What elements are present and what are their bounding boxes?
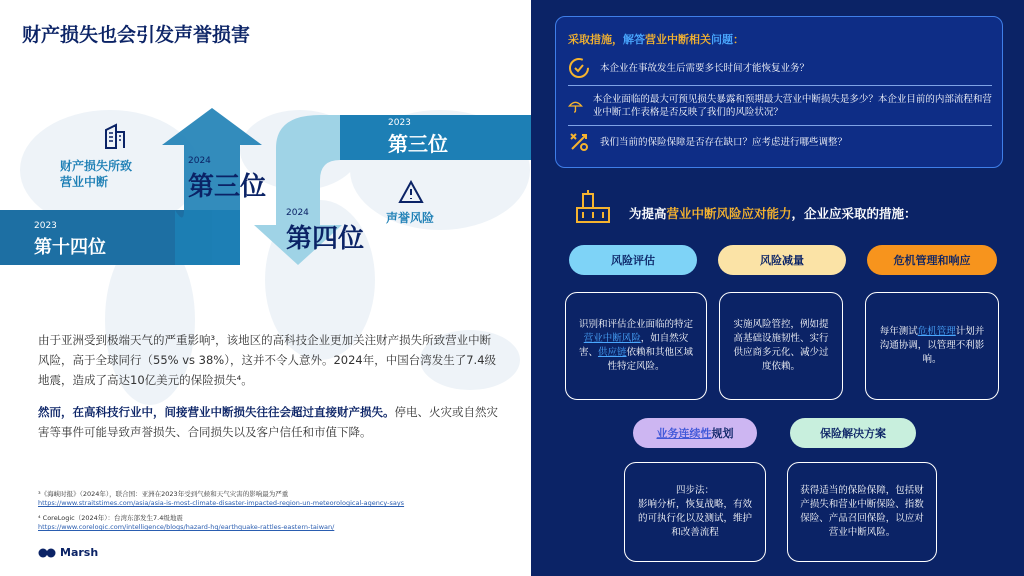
pill-risk-assessment[interactable]: 风险评估 [569, 245, 697, 275]
pill-business-continuity[interactable]: 业务连续性 规划 [633, 418, 757, 448]
measures-title: 为提高营业中断风险应对能力，企业应采取的措施： [629, 206, 917, 221]
top-rank: 第三位 [388, 132, 448, 156]
question-row-3 [568, 131, 992, 153]
marsh-logo-text: Marsh [60, 546, 99, 559]
footnote-3-link[interactable]: https://www.straitstimes.com/asia/asia-is-most-climate-disaster-impacted-region-un-meteorological-agency-says [38, 499, 405, 507]
divider [568, 85, 992, 86]
link-business-continuity[interactable]: 业务连续性 [656, 427, 712, 440]
page-title: 财产损失也会引发声誉损害 [22, 24, 251, 46]
marsh-logo [38, 546, 98, 559]
down-rank: 第四位 [286, 224, 365, 254]
divider [568, 125, 992, 126]
top-rank-year: 2023 [388, 118, 411, 128]
body-paragraph-1: 由于亚洲受到极端天气的严重影响³，该地区的高科技企业更加关注财产损失所致营业中断风险，高于全球同行（55% vs 38%），这并不令人意外。2024年，中国台湾发生了7.4级地震，造成了高达10亿美元的保险损失⁴。 [38, 333, 497, 387]
question-row-1 [568, 57, 992, 79]
body-paragraph-2 [38, 402, 498, 442]
down-rank-year: 2024 [286, 208, 309, 218]
question-1-text: 本企业在事故发生后需要多长时间才能恢复业务？ [600, 62, 810, 74]
property-interruption-label: 财产损失所致 营业中断 [60, 159, 133, 189]
card-business-continuity: 四步法： 影响分析，恢复战略，有效的可执行化以及测试，维护和改善流程 [624, 462, 766, 562]
question-2-text: 本企业面临的最大可预见损失暴露和预期最大营业中断损失是多少？本企业目前的内部流程和营业中断工作表格是否反映了我们的风险状况？ [592, 94, 992, 118]
arrows-cross-icon [568, 131, 590, 153]
pill-crisis-management[interactable]: 危机管理和响应 [867, 245, 997, 275]
warning-icon [398, 180, 424, 204]
card-risk-assessment-text: 识别和评估企业面临的特定营业中断风险，如自然灾害、供应链依赖和其他区域性特定风险。 [578, 319, 694, 372]
umbrella-icon [568, 95, 583, 117]
question-3-text: 我们当前的保险保障是否存在缺口？应考虑进行哪些调整？ [600, 136, 848, 148]
body-rest: 停电、火灾或自然灾害等事件可能导致声誉损失、合同损失以及客户信任和市值下降。 [38, 405, 498, 439]
building-damage-icon [102, 122, 128, 150]
pill-insurance-solutions[interactable]: 保险解决方案 [790, 418, 916, 448]
footnote-3 [38, 490, 404, 508]
right-panel [531, 0, 1024, 576]
marsh-logo-mark-icon [38, 548, 56, 558]
footnote-4-text: ⁴ CoreLogic（2024年）：台湾东部发生7.4级地震 [38, 514, 183, 522]
up-rank: 第三位 [188, 172, 267, 202]
left-rank: 第十四位 [34, 237, 106, 258]
body-bold-sentence: 然而，在高科技行业中，间接营业中断损失往往会超过直接财产损失。 [38, 405, 395, 419]
card-risk-reduction: 实施风险管控，例如提高基础设施韧性、实行供应商多元化、减少过度依赖。 [719, 292, 843, 400]
questions-box [555, 16, 1003, 168]
reputation-risk-label: 声誉风险 [386, 211, 435, 225]
link-business-interruption-risk[interactable]: 营业中断风险 [583, 333, 641, 344]
link-supply-chain[interactable]: 供应链 [597, 347, 627, 358]
footnote-3-text: ³《海峡时报》（2024年），联合国：亚洲在2023年受到气候和天气灾害的影响最为严重 [38, 490, 289, 498]
questions-heading: 采取措施，解答营业中断相关问题： [568, 33, 744, 46]
link-crisis-management[interactable]: 危机管理 [917, 326, 956, 337]
pill-risk-reduction[interactable]: 风险减量 [718, 245, 846, 275]
footnote-4-link[interactable]: https://www.corelogic.com/intelligence/blogs/hazard-hq/earthquake-rattles-eastern-taiwan/ [38, 523, 335, 531]
clock-check-icon [568, 57, 590, 79]
card-crisis-management-text: 每年测试危机管理计划并沟通协调，以管理不利影响。 [879, 326, 985, 365]
left-rank-year: 2023 [34, 221, 57, 231]
question-row-2 [568, 93, 992, 119]
card-risk-assessment [565, 292, 707, 400]
building-blocks-icon [575, 188, 611, 224]
card-insurance-solutions: 获得适当的保险保障，包括财产损失和营业中断保险、指数保险、产品召回保险，以应对营业中断风险。 [787, 462, 937, 562]
card-crisis-management [865, 292, 999, 400]
up-rank-year: 2024 [188, 156, 211, 166]
footnote-4 [38, 514, 334, 532]
